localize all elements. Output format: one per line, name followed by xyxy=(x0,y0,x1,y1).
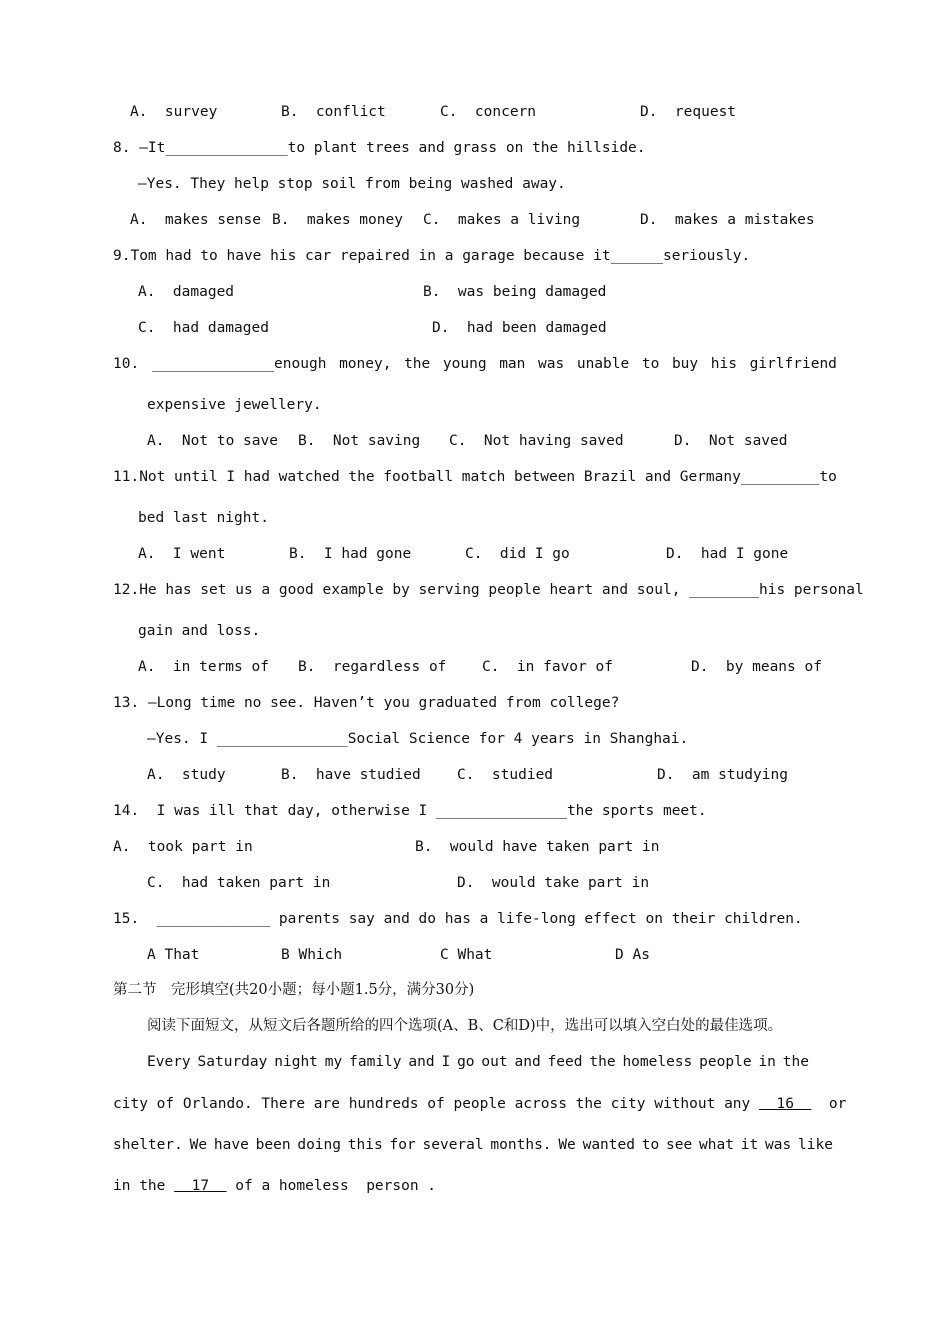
q11-stem: 11.Not until I had watched the football match between Brazil and Germany_________to xyxy=(113,469,837,485)
q10-option-b: B. Not saving xyxy=(298,433,421,449)
q7-option-b: B. conflict xyxy=(281,104,386,120)
q10-option-c: C. Not having saved xyxy=(449,433,624,449)
q15-option-a: A That xyxy=(147,947,200,963)
q14-option-c: C. had taken part in xyxy=(147,875,331,891)
q13-option-d: D. am studying xyxy=(657,767,788,783)
q10-option-a: A. Not to save xyxy=(147,433,278,449)
section-title: 第二节 完形填空(共20小题；每小题1.5分，满分30分) xyxy=(113,982,475,998)
q12-option-a: A. in terms of xyxy=(138,659,269,675)
q12-stem: 12.He has set us a good example by serving people heart and soul, ________his personal xyxy=(113,582,864,598)
section-instruction: 阅读下面短文，从短文后各题所给的四个选项(A、B、C和D)中，选出可以填入空白处的最佳选项。 xyxy=(147,1018,783,1034)
q14-option-a: A. took part in xyxy=(113,839,253,855)
q10-stem: 10. ______________enough money, the young man was unable to buy his girlfriend xyxy=(113,356,837,372)
q7-option-c: C. concern xyxy=(440,104,537,120)
q13-option-a: A. study xyxy=(147,767,226,783)
q8-option-a: A. makes sense xyxy=(130,212,261,228)
passage-line-3: shelter. We have been doing this for several months. We wanted to see what it was like xyxy=(113,1137,833,1153)
q11-option-d: D. had I gone xyxy=(666,546,789,562)
q12-option-b: B. regardless of xyxy=(298,659,447,675)
blank-16: 16 xyxy=(759,1096,812,1112)
q9-option-d: D. had been damaged xyxy=(432,320,607,336)
q8-stem: 8. —It______________to plant trees and grass on the hillside. xyxy=(113,140,646,156)
q7-option-a: A. survey xyxy=(130,104,218,120)
blank-17: 17 xyxy=(174,1178,227,1194)
q15-stem: 15. _____________ parents say and do has a life-long effect on their children. xyxy=(113,911,803,927)
q7-option-d: D. request xyxy=(640,104,737,120)
q14-option-b: B. would have taken part in xyxy=(415,839,660,855)
q9-stem: 9.Tom had to have his car repaired in a garage because it______seriously. xyxy=(113,248,751,264)
passage-line-1: Every Saturday night my family and I go out and feed the homeless people in the xyxy=(147,1054,809,1070)
q11-option-c: C. did I go xyxy=(465,546,570,562)
q13-reply: —Yes. I _______________Social Science for 4 years in Shanghai. xyxy=(147,731,689,747)
q9-option-c: C. had damaged xyxy=(138,320,269,336)
q15-option-d: D As xyxy=(615,947,650,963)
q8-option-c: C. makes a living xyxy=(423,212,581,228)
q9-option-a: A. damaged xyxy=(138,284,235,300)
q12-option-d: D. by means of xyxy=(691,659,822,675)
q15-option-b: B Which xyxy=(281,947,343,963)
q9-option-b: B. was being damaged xyxy=(423,284,607,300)
q10-stem-continued: expensive jewellery. xyxy=(147,397,322,413)
q15-option-c: C What xyxy=(440,947,493,963)
q12-stem-continued: gain and loss. xyxy=(138,623,261,639)
q11-option-a: A. I went xyxy=(138,546,226,562)
q14-stem: 14. I was ill that day, otherwise I _______________the sports meet. xyxy=(113,803,707,819)
q13-stem: 13. —Long time no see. Haven’t you graduated from college? xyxy=(113,695,620,711)
q10-option-d: D. Not saved xyxy=(674,433,788,449)
q13-option-c: C. studied xyxy=(457,767,554,783)
passage-line-4: in the 17 of a homeless person . xyxy=(113,1178,437,1194)
q12-option-c: C. in favor of xyxy=(482,659,613,675)
q11-stem-continued: bed last night. xyxy=(138,510,269,526)
q14-option-d: D. would take part in xyxy=(457,875,650,891)
q11-option-b: B. I had gone xyxy=(289,546,412,562)
q8-option-b: B. makes money xyxy=(272,212,403,228)
passage-line-2: city of Orlando. There are hundreds of people across the city without any 16 or xyxy=(113,1096,847,1112)
q13-option-b: B. have studied xyxy=(281,767,421,783)
q8-option-d: D. makes a mistakes xyxy=(640,212,815,228)
q8-reply: —Yes. They help stop soil from being washed away. xyxy=(138,176,566,192)
